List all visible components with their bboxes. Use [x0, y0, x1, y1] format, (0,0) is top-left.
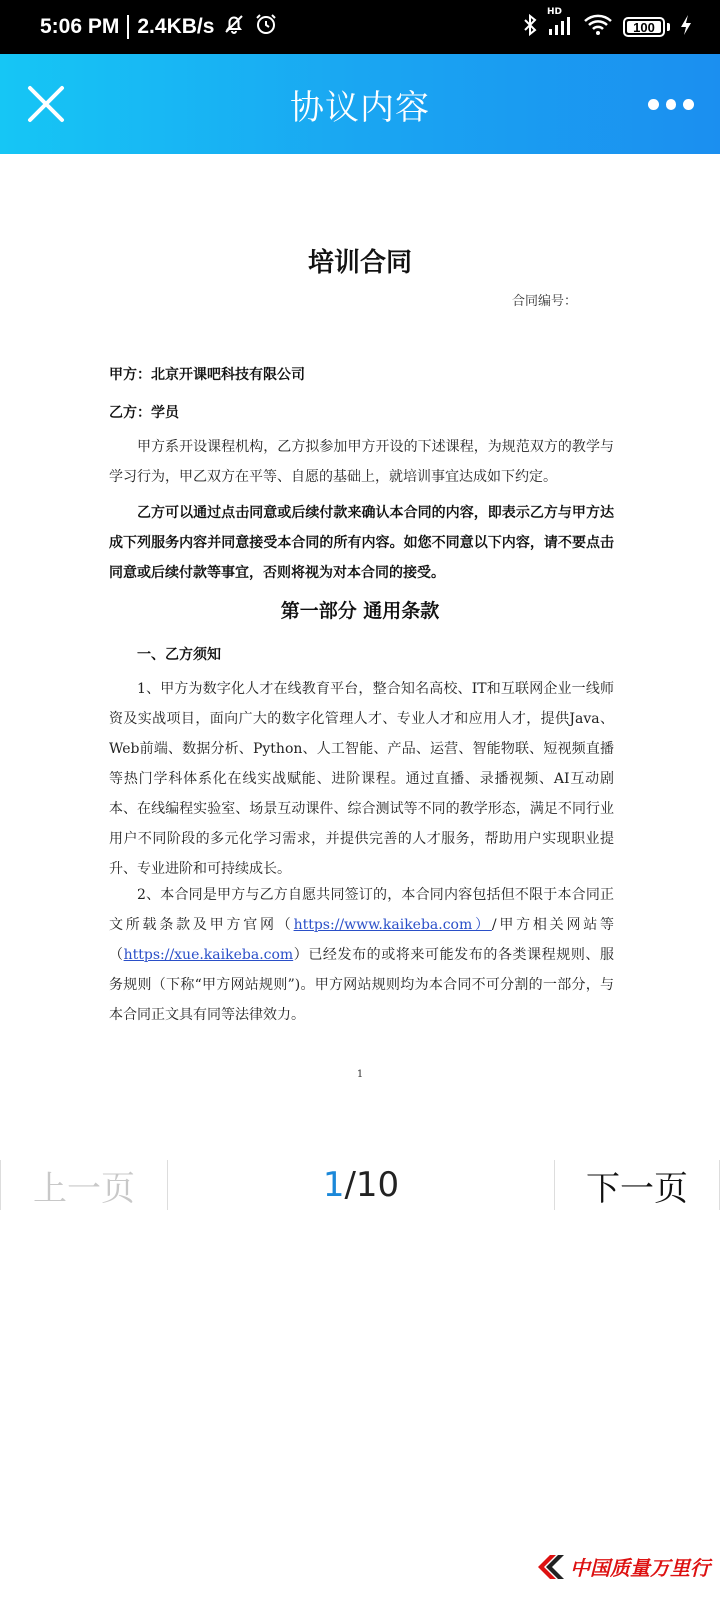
more-button[interactable] [648, 94, 694, 114]
xue-kaikeba-link[interactable]: https://xue.kaikeba.com [123, 947, 294, 963]
hd-label: HD [547, 7, 563, 17]
next-page-button[interactable]: 下一页 [554, 1160, 720, 1210]
subsection-title: 一、乙方须知 [137, 647, 221, 663]
page-indicator [168, 1160, 554, 1210]
close-button[interactable] [26, 84, 66, 124]
contract-number-label: 合同编号： [512, 294, 578, 309]
watermark-logo-icon [536, 1553, 566, 1581]
section-title: 第一部分 通用条款 [280, 600, 440, 622]
total-pages: /10 [344, 1165, 400, 1205]
watermark-text: 中国质量万里行 [570, 1556, 710, 1580]
more-icon [648, 99, 659, 110]
signal-icon [547, 7, 573, 41]
bluetooth-icon [523, 13, 537, 41]
wifi-icon [583, 13, 613, 41]
app-header [0, 54, 720, 154]
clause-2-text-1: 2、本合同是甲方与乙方自愿共同签订的，本合同内容包括但不限于本合同正文所载条款及甲方官网（ [109, 887, 614, 933]
battery-icon [623, 17, 665, 37]
kaikeba-website-link[interactable]: https://www.kaikeba.com） [293, 917, 492, 933]
document-title: 培训合同 [307, 248, 412, 278]
document-page-number: 1 [356, 1069, 364, 1080]
watermark [536, 1552, 710, 1581]
status-time: 5:06 PM [40, 15, 120, 38]
status-separator [127, 15, 129, 39]
clause-2-text-3: ）已经发布的或将来可能发布的各类课程规则、服务规则（下称“甲方网站规则”)。甲方网站规则均为本合同不可分割的一部分，与本合同正文具有同等法律效力。 [109, 947, 615, 1023]
document-page [0, 154, 720, 1114]
clause-2-text-2: /甲方相关网站等（ [109, 917, 615, 963]
party-a: 甲方：北京开课吧科技有限公司 [109, 367, 305, 383]
previous-page-button[interactable]: 上一页 [0, 1160, 168, 1210]
battery-cap [667, 23, 670, 31]
clause-1: 1、甲方为数字化人才在线教育平台，整合知名高校、IT和互联网企业一线师资及实战项目，面向广大的数字化管理人才、专业人才和应用人才，提供Java、Web前端、数据分析、Python、人工智能、产品、运营、智能物联、短视频直播等热门学科体系化在线实战赋能、进阶课程。通过直播、录播视频、AI互动剧本、在线编程实验室、场景互动课件、综合测试等不同的教学形态，满足不同行业用户不同阶段的多元化学习需求，并提供完善的人才服务，帮助用户实现职业提升、专业进阶和可持续成长。 [109, 681, 614, 877]
clause-2 [109, 880, 614, 1030]
bell-off-icon [222, 12, 246, 42]
pagination-bar [0, 1150, 720, 1220]
close-icon [26, 84, 66, 124]
current-page: 1 [322, 1165, 345, 1205]
status-bar [0, 0, 720, 54]
page-title: 协议内容 [290, 87, 430, 128]
charging-icon [680, 14, 692, 40]
party-b: 乙方：学员 [109, 405, 179, 421]
battery-level: 100 [633, 19, 655, 35]
intro-paragraph: 甲方系开设课程机构，乙方拟参加甲方开设的下述课程，为规范双方的教学与学习行为，甲乙双方在平等、自愿的基础上，就培训事宜达成如下约定。 [109, 439, 614, 485]
alarm-icon [254, 12, 278, 42]
status-network-speed: 2.4KB/s [137, 15, 215, 38]
notice-paragraph: 乙方可以通过点击同意或后续付款来确认本合同的内容，即表示乙方与甲方达成下列服务内容并同意接受本合同的所有内容。如您不同意以下内容，请不要点击同意或后续付款等事宜，否则将视为对本合同的接受。 [109, 505, 614, 581]
